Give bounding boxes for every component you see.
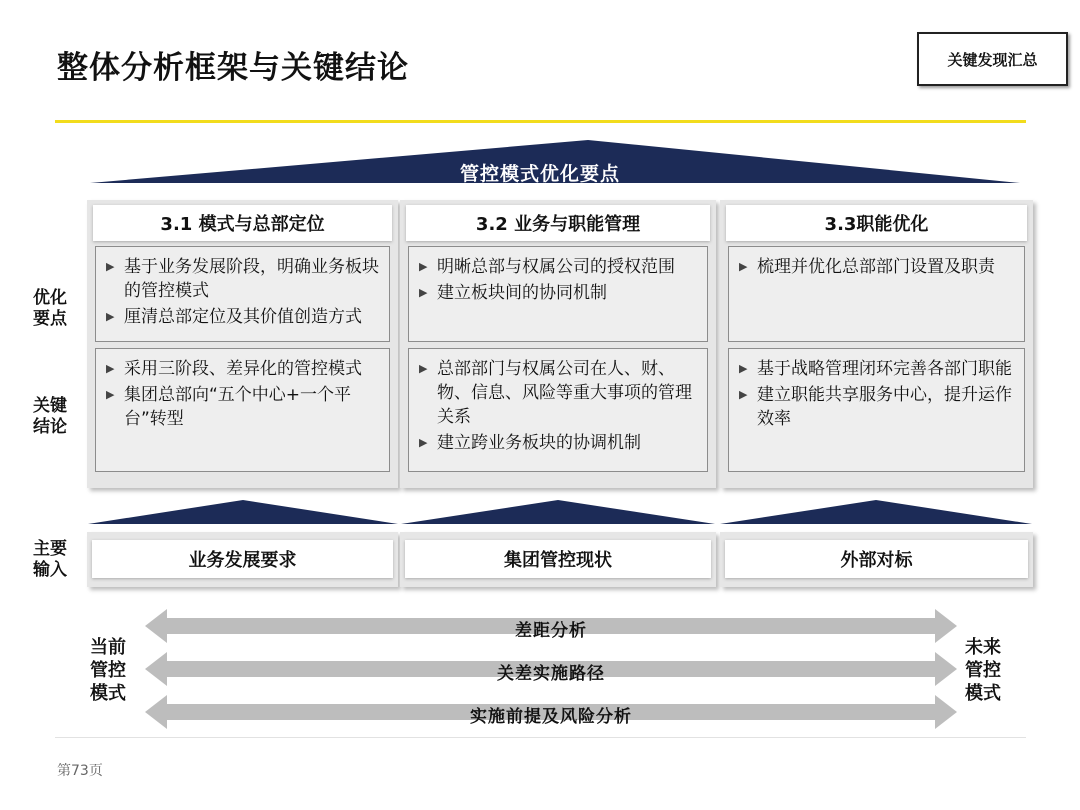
list-item-text: 梳理并优化总部部门设置及职责 (757, 257, 995, 277)
triangle-bullet-icon: ▶ (106, 260, 115, 273)
list-item (106, 357, 381, 381)
input-box: 外部对标 (725, 540, 1028, 578)
list-item (419, 281, 699, 305)
list-item (739, 255, 1016, 279)
side-label-line: 优化 (33, 288, 67, 308)
optimize-points-cell (728, 246, 1025, 342)
side-label-line: 输入 (33, 560, 67, 580)
input-box: 集团管控现状 (405, 540, 711, 578)
page-number: 第73页 (57, 763, 103, 779)
triangle-bullet-icon: ▶ (106, 310, 115, 323)
list-item-text: 厘清总部定位及其价值创造方式 (124, 307, 362, 327)
triangle-bullet-icon: ▶ (739, 362, 748, 375)
conclusions-cell (408, 348, 708, 472)
column-heading: 3.1 模式与总部定位 (93, 205, 392, 241)
list-item-text: 集团总部向“五个中心+一个平台”转型 (124, 385, 352, 429)
list-item (106, 305, 381, 329)
list-item (106, 383, 381, 431)
triangle-bullet-icon: ▶ (106, 362, 115, 375)
current-model-label (83, 636, 133, 705)
conclusions-cell (728, 348, 1025, 472)
roof-small-1 (88, 500, 398, 524)
optimize-points-cell (408, 246, 708, 342)
list-item-text: 建立板块间的协同机制 (437, 283, 607, 303)
page-title: 整体分析框架与关键结论 (57, 50, 409, 86)
list-item (739, 357, 1016, 381)
list-item (419, 357, 699, 429)
triangle-bullet-icon: ▶ (419, 362, 428, 375)
optimize-points-cell (95, 246, 390, 342)
input-strip-business-needs (87, 532, 398, 587)
side-label-line: 要点 (33, 309, 67, 329)
edge-label-line: 管控 (90, 660, 126, 681)
list-item (106, 255, 381, 303)
triangle-bullet-icon: ▶ (739, 260, 748, 273)
list-item-text: 建立跨业务板块的协调机制 (437, 433, 641, 453)
triangle-bullet-icon: ▶ (739, 388, 748, 401)
edge-label-line: 未来 (965, 637, 1001, 658)
arrow-label-risk: 实施前提及风险分析 (470, 707, 632, 727)
list-item-text: 建立职能共享服务中心，提升运作效率 (757, 385, 1012, 429)
list-item-text: 采用三阶段、差异化的管控模式 (124, 359, 362, 379)
edge-label-line: 模式 (965, 683, 1001, 704)
side-label-optimize (28, 288, 72, 330)
side-label-line: 主要 (33, 539, 67, 559)
edge-label-line: 模式 (90, 683, 126, 704)
list-item-text: 总部部门与权属公司在人、财、物、信息、风险等重大事项的管理关系 (437, 359, 692, 427)
list-item (419, 255, 699, 279)
roof-label: 管控模式优化要点 (459, 163, 620, 185)
side-label-conclusion (28, 396, 72, 438)
input-strip-benchmark (720, 532, 1033, 587)
list-item (739, 383, 1016, 431)
column-heading: 3.3职能优化 (726, 205, 1027, 241)
side-label-input (28, 539, 72, 581)
roof-small-3 (720, 500, 1032, 524)
column-panel-model (87, 200, 398, 488)
triangle-bullet-icon: ▶ (419, 260, 428, 273)
input-box: 业务发展要求 (92, 540, 393, 578)
arrow-label-gap: 差距分析 (515, 621, 587, 641)
edge-label-line: 管控 (965, 660, 1001, 681)
arrow-label-path: 关差实施路径 (497, 664, 605, 684)
list-item-text: 基于战略管理闭环完善各部门职能 (757, 359, 1012, 379)
roof-small-2 (401, 500, 715, 524)
summary-tag: 关键发现汇总 (917, 32, 1068, 86)
column-panel-functions (720, 200, 1033, 488)
column-heading: 3.2 业务与职能管理 (406, 205, 710, 241)
footer-divider (55, 737, 1026, 738)
triangle-bullet-icon: ▶ (106, 388, 115, 401)
edge-label-line: 当前 (90, 637, 126, 658)
side-label-line: 结论 (33, 417, 67, 437)
column-panel-business (400, 200, 716, 488)
triangle-bullet-icon: ▶ (419, 286, 428, 299)
list-item-text: 明晰总部与权属公司的授权范围 (437, 257, 675, 277)
list-item (419, 431, 699, 455)
list-item-text: 基于业务发展阶段，明确业务板块的管控模式 (124, 257, 379, 301)
triangle-bullet-icon: ▶ (419, 436, 428, 449)
future-model-label (958, 636, 1008, 705)
side-label-line: 关键 (33, 396, 67, 416)
input-strip-current-state (400, 532, 716, 587)
conclusions-cell (95, 348, 390, 472)
